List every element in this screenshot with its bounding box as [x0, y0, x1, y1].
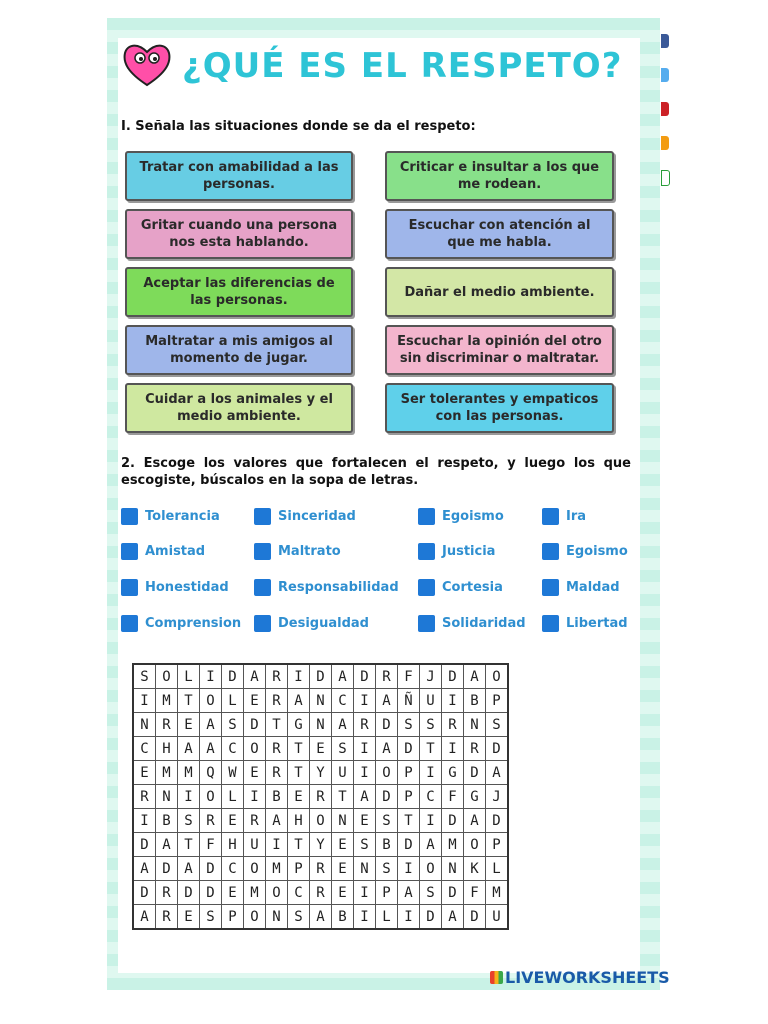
grid-cell[interactable]: T	[420, 737, 442, 761]
grid-cell[interactable]: L	[376, 905, 398, 930]
grid-cell[interactable]: O	[244, 737, 266, 761]
grid-cell[interactable]: Y	[310, 833, 332, 857]
value-checkbox[interactable]	[254, 579, 271, 596]
value-checkbox[interactable]	[121, 579, 138, 596]
value-checkbox[interactable]	[254, 508, 271, 525]
value-checkbox[interactable]	[254, 543, 271, 560]
value-option[interactable]	[542, 579, 620, 596]
grid-cell[interactable]: R	[266, 761, 288, 785]
grid-cell[interactable]: N	[310, 713, 332, 737]
value-option[interactable]	[418, 543, 495, 560]
value-label: Cortesia	[442, 580, 503, 595]
grid-cell[interactable]: A	[200, 737, 222, 761]
grid-cell[interactable]: I	[398, 857, 420, 881]
value-checkbox[interactable]	[418, 615, 435, 632]
value-option[interactable]	[254, 508, 356, 525]
grid-cell[interactable]: S	[200, 905, 222, 930]
grid-cell[interactable]: Y	[310, 761, 332, 785]
value-checkbox[interactable]	[121, 615, 138, 632]
grid-cell[interactable]: S	[420, 713, 442, 737]
value-label: Tolerancia	[145, 509, 220, 524]
grid-cell[interactable]: F	[442, 785, 464, 809]
grid-cell[interactable]: T	[178, 833, 200, 857]
grid-cell[interactable]: I	[442, 737, 464, 761]
grid-cell[interactable]: A	[376, 689, 398, 713]
grid-cell[interactable]: A	[244, 664, 266, 689]
grid-cell[interactable]: B	[464, 689, 486, 713]
grid-cell[interactable]: O	[310, 809, 332, 833]
grid-cell[interactable]: D	[442, 664, 464, 689]
value-checkbox[interactable]	[418, 543, 435, 560]
grid-cell[interactable]: C	[332, 689, 354, 713]
grid-cell[interactable]: D	[222, 664, 244, 689]
grid-cell[interactable]: E	[222, 881, 244, 905]
grid-cell[interactable]: E	[288, 785, 310, 809]
grid-cell[interactable]: N	[442, 857, 464, 881]
grid-cell[interactable]: D	[398, 737, 420, 761]
value-label: Maldad	[566, 580, 620, 595]
grid-row	[133, 785, 508, 809]
grid-row	[133, 737, 508, 761]
grid-cell[interactable]: H	[222, 833, 244, 857]
grid-cell[interactable]: D	[464, 905, 486, 930]
grid-cell[interactable]: I	[354, 689, 376, 713]
grid-cell[interactable]: D	[133, 881, 156, 905]
value-option[interactable]	[121, 543, 205, 560]
grid-cell[interactable]: E	[332, 833, 354, 857]
grid-cell[interactable]: P	[486, 689, 509, 713]
grid-cell[interactable]: E	[244, 761, 266, 785]
grid-cell[interactable]: R	[310, 857, 332, 881]
grid-cell[interactable]: Ñ	[398, 689, 420, 713]
grid-cell[interactable]: I	[244, 785, 266, 809]
situation-card[interactable]: Ser tolerantes y empaticos con las personas.	[385, 383, 614, 433]
grid-cell[interactable]: E	[332, 857, 354, 881]
grid-cell[interactable]: R	[156, 713, 178, 737]
grid-row	[133, 713, 508, 737]
value-checkbox[interactable]	[418, 508, 435, 525]
grid-cell[interactable]: E	[332, 881, 354, 905]
grid-cell[interactable]: A	[266, 809, 288, 833]
grid-cell[interactable]: B	[376, 833, 398, 857]
situation-card[interactable]: Aceptar las diferencias de las personas.	[125, 267, 353, 317]
value-label: Desigualdad	[278, 616, 369, 631]
grid-cell[interactable]: L	[486, 857, 509, 881]
liveworksheets-logo[interactable]	[490, 968, 670, 987]
grid-cell[interactable]: E	[133, 761, 156, 785]
value-label: Solidaridad	[442, 616, 526, 631]
grid-cell[interactable]: E	[354, 809, 376, 833]
value-label: Honestidad	[145, 580, 229, 595]
grid-cell[interactable]: T	[332, 785, 354, 809]
grid-cell[interactable]: E	[244, 689, 266, 713]
grid-cell[interactable]: E	[178, 713, 200, 737]
facebook-share-icon[interactable]	[661, 34, 669, 48]
grid-cell[interactable]: A	[398, 881, 420, 905]
grid-cell[interactable]: D	[156, 857, 178, 881]
grid-cell[interactable]: R	[156, 881, 178, 905]
grid-cell[interactable]: F	[200, 833, 222, 857]
grid-cell[interactable]: N	[266, 905, 288, 930]
value-label: Egoismo	[566, 544, 628, 559]
grid-cell[interactable]: B	[332, 905, 354, 930]
grid-cell[interactable]: A	[200, 713, 222, 737]
grid-cell[interactable]: S	[398, 713, 420, 737]
value-option[interactable]	[418, 508, 504, 525]
grid-cell[interactable]: N	[310, 689, 332, 713]
grid-cell[interactable]: D	[486, 737, 509, 761]
grid-cell[interactable]: I	[398, 905, 420, 930]
grid-row	[133, 881, 508, 905]
situation-card[interactable]: Tratar con amabilidad a las personas.	[125, 151, 353, 201]
grid-cell[interactable]: A	[420, 833, 442, 857]
grid-cell[interactable]: A	[156, 833, 178, 857]
grid-cell[interactable]: U	[486, 905, 509, 930]
grid-cell[interactable]: C	[222, 857, 244, 881]
grid-cell[interactable]: A	[442, 905, 464, 930]
grid-cell[interactable]: D	[310, 664, 332, 689]
liveworksheets-logo-icon	[490, 971, 503, 984]
grid-cell[interactable]: U	[332, 761, 354, 785]
grid-cell[interactable]: O	[376, 761, 398, 785]
grid-cell[interactable]: L	[178, 664, 200, 689]
grid-cell[interactable]: D	[133, 833, 156, 857]
grid-cell[interactable]: O	[200, 689, 222, 713]
grid-cell[interactable]: S	[376, 857, 398, 881]
situation-card[interactable]: Maltratar a mis amigos al momento de jugar.	[125, 325, 353, 375]
value-option[interactable]	[121, 508, 220, 525]
grid-cell[interactable]: I	[354, 905, 376, 930]
grid-cell[interactable]: H	[288, 809, 310, 833]
grid-cell[interactable]: T	[288, 737, 310, 761]
grid-cell[interactable]: P	[222, 905, 244, 930]
grid-cell[interactable]: S	[376, 809, 398, 833]
grid-cell[interactable]: N	[133, 713, 156, 737]
grid-cell[interactable]: I	[288, 664, 310, 689]
brand-name: LIVEWORKSHEETS	[505, 968, 670, 987]
value-label: Amistad	[145, 544, 206, 559]
grid-cell[interactable]: I	[354, 881, 376, 905]
grid-cell[interactable]: P	[398, 785, 420, 809]
heart-icon	[121, 40, 173, 88]
grid-cell[interactable]: N	[156, 785, 178, 809]
grid-cell[interactable]: O	[156, 664, 178, 689]
value-label: Libertad	[566, 616, 628, 631]
value-checkbox[interactable]	[418, 579, 435, 596]
grid-cell[interactable]: R	[156, 905, 178, 930]
grid-cell[interactable]: O	[486, 664, 509, 689]
grid-cell[interactable]: M	[442, 833, 464, 857]
grid-cell[interactable]: M	[156, 689, 178, 713]
grid-cell[interactable]: T	[288, 833, 310, 857]
grid-cell[interactable]: T	[398, 809, 420, 833]
grid-cell[interactable]: F	[398, 664, 420, 689]
grid-cell[interactable]: H	[156, 737, 178, 761]
value-option[interactable]	[542, 615, 628, 632]
grid-cell[interactable]: N	[354, 857, 376, 881]
grid-row	[133, 833, 508, 857]
grid-cell[interactable]: D	[486, 809, 509, 833]
value-checkbox[interactable]	[542, 579, 559, 596]
grid-cell[interactable]: I	[133, 689, 156, 713]
grid-cell[interactable]: S	[288, 905, 310, 930]
grid-row	[133, 857, 508, 881]
grid-cell[interactable]: S	[486, 713, 509, 737]
grid-cell[interactable]: C	[288, 881, 310, 905]
pinterest-share-icon[interactable]	[661, 102, 669, 116]
grid-cell[interactable]: C	[222, 737, 244, 761]
grid-cell[interactable]: D	[244, 713, 266, 737]
grid-cell[interactable]: A	[486, 761, 509, 785]
grid-row	[133, 761, 508, 785]
value-option[interactable]	[121, 579, 229, 596]
grid-cell[interactable]: I	[354, 737, 376, 761]
grid-cell[interactable]: S	[133, 664, 156, 689]
grid-cell[interactable]: Q	[200, 761, 222, 785]
grid-cell[interactable]: C	[133, 737, 156, 761]
grid-cell[interactable]: O	[420, 857, 442, 881]
value-option[interactable]	[418, 615, 526, 632]
situation-card[interactable]: Escuchar la opinión del otro sin discriminar o maltratar.	[385, 325, 614, 375]
grid-cell[interactable]: P	[376, 881, 398, 905]
grid-cell[interactable]: J	[420, 664, 442, 689]
grid-cell[interactable]: M	[244, 881, 266, 905]
grid-cell[interactable]: S	[420, 881, 442, 905]
grid-cell[interactable]: A	[354, 785, 376, 809]
value-checkbox[interactable]	[542, 615, 559, 632]
twitter-share-icon[interactable]	[661, 68, 669, 82]
grid-cell[interactable]: P	[288, 857, 310, 881]
value-option[interactable]	[254, 543, 341, 560]
value-checkbox[interactable]	[121, 543, 138, 560]
grid-cell[interactable]: D	[200, 881, 222, 905]
grid-cell[interactable]: L	[222, 689, 244, 713]
grid-cell[interactable]: S	[178, 809, 200, 833]
grid-cell[interactable]: R	[266, 737, 288, 761]
grid-cell[interactable]: A	[178, 857, 200, 881]
situation-card[interactable]: Gritar cuando una persona nos esta hablando.	[125, 209, 353, 259]
grid-cell[interactable]: I	[178, 785, 200, 809]
grid-cell[interactable]: D	[442, 881, 464, 905]
grid-cell[interactable]: U	[244, 833, 266, 857]
grid-cell[interactable]: I	[200, 664, 222, 689]
grid-cell[interactable]: R	[442, 713, 464, 737]
grid-cell[interactable]: J	[486, 785, 509, 809]
grid-cell[interactable]: G	[442, 761, 464, 785]
grid-cell[interactable]: I	[420, 761, 442, 785]
value-option[interactable]	[121, 615, 241, 632]
value-label: Sinceridad	[278, 509, 356, 524]
value-checkbox[interactable]	[254, 615, 271, 632]
grid-cell[interactable]: E	[178, 905, 200, 930]
grid-cell[interactable]: A	[332, 664, 354, 689]
grid-cell[interactable]: A	[332, 713, 354, 737]
grid-row	[133, 689, 508, 713]
classroom-share-icon[interactable]	[661, 170, 670, 186]
grid-cell[interactable]: R	[310, 881, 332, 905]
grid-cell[interactable]: G	[464, 785, 486, 809]
grid-cell[interactable]: E	[222, 809, 244, 833]
value-label: Maltrato	[278, 544, 341, 559]
grid-cell[interactable]: M	[156, 761, 178, 785]
grid-cell[interactable]: I	[133, 809, 156, 833]
grid-cell[interactable]: P	[486, 833, 509, 857]
grid-cell[interactable]: N	[464, 713, 486, 737]
grid-cell[interactable]: M	[486, 881, 509, 905]
value-option[interactable]	[542, 543, 628, 560]
grid-cell[interactable]: E	[310, 737, 332, 761]
grid-cell[interactable]: D	[178, 881, 200, 905]
situation-card[interactable]: Criticar e insultar a los que me rodean.	[385, 151, 614, 201]
grid-cell[interactable]: A	[310, 905, 332, 930]
grid-cell[interactable]: L	[222, 785, 244, 809]
value-checkbox[interactable]	[542, 543, 559, 560]
grid-cell[interactable]: M	[266, 857, 288, 881]
grid-cell[interactable]: S	[222, 713, 244, 737]
grid-cell[interactable]: A	[464, 809, 486, 833]
section2-heading: 2. Escoge los valores que fortalecen el respeto, y luego los que escogiste, búscalos en la sopa de letras.	[121, 456, 631, 488]
grid-cell[interactable]: B	[266, 785, 288, 809]
grid-cell[interactable]: G	[288, 713, 310, 737]
grid-cell[interactable]: F	[464, 881, 486, 905]
grid-cell[interactable]: D	[464, 761, 486, 785]
value-option[interactable]	[254, 615, 369, 632]
value-checkbox[interactable]	[542, 508, 559, 525]
grid-cell[interactable]: S	[332, 737, 354, 761]
grid-cell[interactable]: C	[420, 785, 442, 809]
value-label: Justicia	[442, 544, 496, 559]
grid-cell[interactable]: K	[464, 857, 486, 881]
grid-cell[interactable]: D	[376, 713, 398, 737]
grid-cell[interactable]: D	[420, 905, 442, 930]
grid-cell[interactable]: B	[156, 809, 178, 833]
grid-row	[133, 905, 508, 930]
value-label: Ira	[566, 509, 587, 524]
grid-cell[interactable]: A	[133, 857, 156, 881]
share-icon[interactable]	[661, 136, 669, 150]
grid-cell[interactable]: O	[200, 785, 222, 809]
word-search-grid	[132, 663, 509, 930]
value-label: Egoismo	[442, 509, 504, 524]
grid-cell[interactable]: U	[420, 689, 442, 713]
grid-cell[interactable]: R	[376, 664, 398, 689]
value-option[interactable]	[418, 579, 503, 596]
grid-cell[interactable]: I	[442, 689, 464, 713]
grid-cell[interactable]: R	[200, 809, 222, 833]
grid-cell[interactable]: W	[222, 761, 244, 785]
grid-cell[interactable]: M	[178, 761, 200, 785]
value-label: Comprension	[145, 616, 242, 631]
grid-cell[interactable]: R	[354, 713, 376, 737]
grid-cell[interactable]: A	[133, 905, 156, 930]
situation-card[interactable]: Cuidar a los animales y el medio ambiente.	[125, 383, 353, 433]
grid-cell[interactable]: D	[354, 664, 376, 689]
grid-cell[interactable]: R	[266, 689, 288, 713]
grid-cell[interactable]: D	[442, 809, 464, 833]
grid-row	[133, 809, 508, 833]
grid-cell[interactable]: A	[178, 737, 200, 761]
grid-cell[interactable]: I	[266, 833, 288, 857]
grid-cell[interactable]: T	[178, 689, 200, 713]
grid-cell[interactable]: A	[288, 689, 310, 713]
section1-heading: I. Señala las situaciones donde se da el respeto:	[121, 119, 476, 134]
value-checkbox[interactable]	[121, 508, 138, 525]
grid-cell[interactable]: S	[354, 833, 376, 857]
grid-cell[interactable]: P	[398, 761, 420, 785]
grid-cell[interactable]: N	[332, 809, 354, 833]
value-option[interactable]	[254, 579, 399, 596]
grid-cell[interactable]: O	[266, 881, 288, 905]
grid-cell[interactable]: I	[354, 761, 376, 785]
grid-cell[interactable]: O	[244, 905, 266, 930]
page-title: ¿QUÉ ES EL RESPETO?	[182, 46, 623, 86]
grid-row	[133, 664, 508, 689]
grid-cell[interactable]: R	[133, 785, 156, 809]
grid-cell[interactable]: T	[266, 713, 288, 737]
value-option[interactable]	[542, 508, 586, 525]
grid-cell[interactable]: D	[398, 833, 420, 857]
grid-cell[interactable]: R	[464, 737, 486, 761]
situation-card[interactable]: Dañar el medio ambiente.	[385, 267, 614, 317]
grid-cell[interactable]: A	[464, 664, 486, 689]
grid-cell[interactable]: D	[376, 785, 398, 809]
grid-cell[interactable]: R	[244, 809, 266, 833]
grid-cell[interactable]: R	[310, 785, 332, 809]
value-label: Responsabilidad	[278, 580, 399, 595]
grid-cell[interactable]: O	[464, 833, 486, 857]
grid-cell[interactable]: D	[200, 857, 222, 881]
grid-cell[interactable]: A	[376, 737, 398, 761]
grid-cell[interactable]: T	[288, 761, 310, 785]
grid-cell[interactable]: R	[266, 664, 288, 689]
situation-card[interactable]: Escuchar con atención al que me habla.	[385, 209, 614, 259]
grid-cell[interactable]: I	[420, 809, 442, 833]
grid-cell[interactable]: O	[244, 857, 266, 881]
